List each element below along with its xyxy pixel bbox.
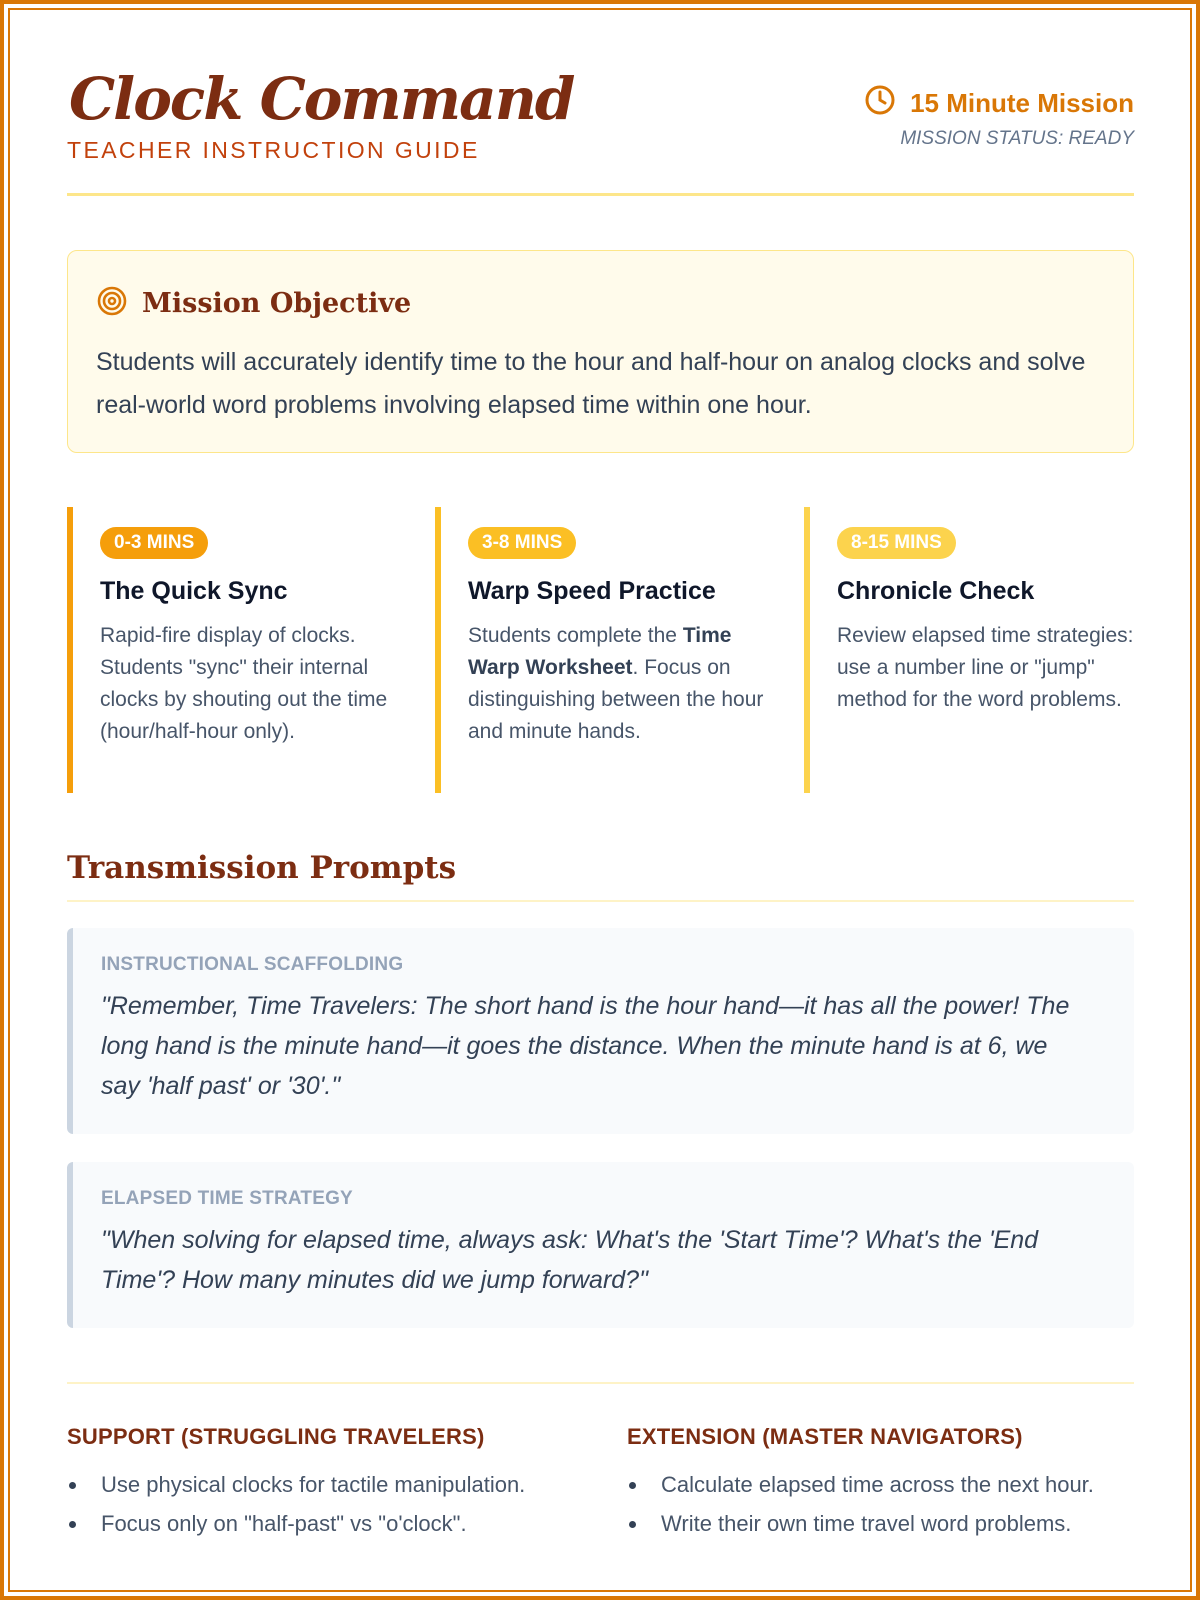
phase-bar (435, 507, 441, 793)
phase-card (435, 507, 765, 793)
target-icon (96, 285, 128, 322)
mission-status: MISSION STATUS: READY (900, 128, 1134, 149)
list-item: Write their own time travel word problems. (627, 1507, 1127, 1540)
objective-card (67, 250, 1134, 453)
list-item: Calculate elapsed time across the next hour. (627, 1468, 1127, 1501)
phase-time-badge: 0-3 MINS (100, 527, 208, 559)
mission-label: 15 Minute Mission (910, 88, 1134, 118)
support-column (67, 1424, 567, 1546)
phase-time-badge: 8-15 MINS (837, 527, 956, 559)
list-item: Use physical clocks for tactile manipulation. (67, 1468, 567, 1501)
prompt-card (67, 928, 1134, 1134)
support-list (67, 1468, 567, 1540)
phase-description (468, 620, 768, 748)
phase-card (804, 507, 1134, 793)
extension-column (627, 1424, 1127, 1546)
section-divider (67, 1382, 1134, 1384)
phase-title: The Quick Sync (100, 577, 288, 605)
list-item: Focus only on "half-past" vs "o'clock". (67, 1507, 567, 1540)
transmission-title: Transmission Prompts (67, 850, 457, 886)
phase-desc-text: Students complete the (468, 624, 683, 647)
phase-card (67, 507, 397, 793)
extension-title: EXTENSION (MASTER NAVIGATORS) (627, 1424, 1023, 1449)
prompt-label: ELAPSED TIME STRATEGY (101, 1188, 353, 1209)
prompt-card (67, 1162, 1134, 1328)
objective-text: Students will accurately identify time to the hour and half-hour on analog clocks and solve real-world word problems involving elapsed time within one hour. (96, 348, 1086, 419)
page-title: Clock Command (69, 65, 574, 133)
prompt-label: INSTRUCTIONAL SCAFFOLDING (101, 954, 404, 975)
objective-title: Mission Objective (142, 288, 412, 319)
worksheet-name: Time Warp Worksheet (468, 624, 732, 679)
phase-desc-text: . Focus on distinguishing between the hour and minute hands. (468, 656, 764, 743)
phase-timeline (67, 507, 1134, 793)
header (67, 60, 1134, 196)
page-subtitle: TEACHER INSTRUCTION GUIDE (67, 137, 480, 163)
phase-time-badge: 3-8 MINS (468, 527, 576, 559)
prompt-text: "When solving for elapsed time, always ask: What's the 'Start Time'? What's the 'End Time'? How many minutes did we jump forward?" (101, 1226, 1039, 1294)
prompt-text: "Remember, Time Travelers: The short hand is the hour hand—it has all the power! The long hand is the minute hand—it goes the distance. When the minute hand is at 6, we say 'half past' or '30'." (101, 992, 1070, 1100)
extension-list (627, 1468, 1127, 1540)
page (67, 0, 1134, 1600)
objective-header (96, 285, 411, 322)
phase-title: Warp Speed Practice (468, 577, 716, 605)
phase-description: Review elapsed time strategies: use a number line or "jump" method for the word problems. (837, 624, 1134, 711)
mission-badge (864, 84, 1134, 123)
phase-bar (804, 507, 810, 793)
phase-description: Rapid-fire display of clocks. Students "sync" their internal clocks by shouting out the time (hour/half-hour only). (100, 624, 388, 743)
section-divider (67, 900, 1134, 902)
support-title: SUPPORT (STRUGGLING TRAVELERS) (67, 1424, 485, 1449)
clock-icon (864, 84, 896, 123)
phase-title: Chronicle Check (837, 577, 1035, 605)
phase-bar (67, 507, 73, 793)
